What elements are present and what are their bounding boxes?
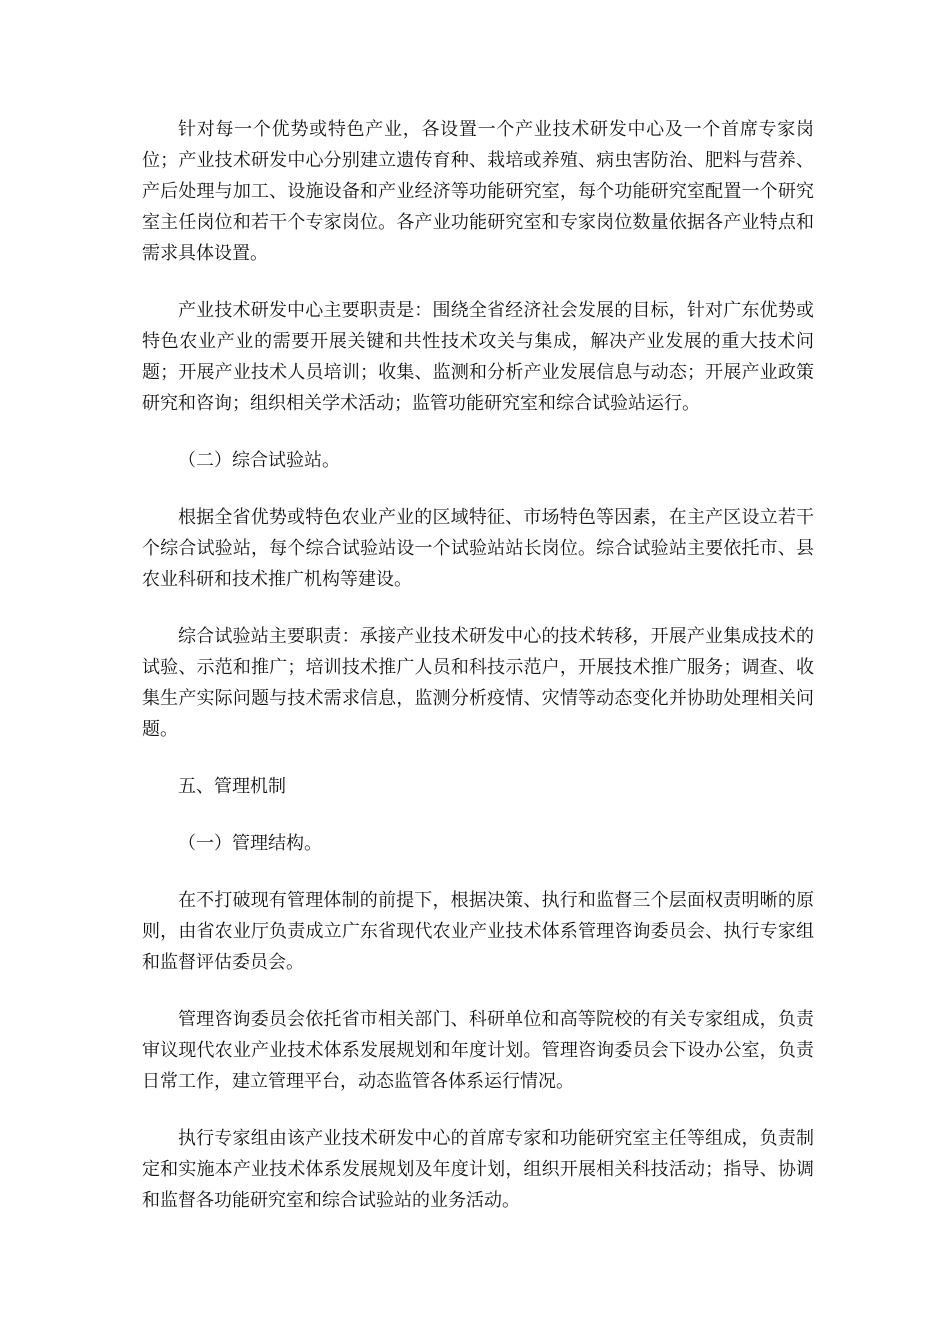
paragraph-station-duties: 综合试验站主要职责：承接产业技术研发中心的技术转移，开展产业集成技术的试验、示范和推广；培训技术推广人员和科技示范户，开展技术推广服务；调查、收集生产实际问题与技术需求信息，监测分析疫情、灾情等动态变化并协助处理相关问题。 xyxy=(142,626,814,740)
heading-comprehensive-station: （二）综合试验站。 xyxy=(178,450,340,471)
heading-management-mechanism: 五、管理机制 xyxy=(178,776,286,797)
paragraph-research-center-duties: 产业技术研发中心主要职责是：围绕全省经济社会发展的目标，针对广东优势或特色农业产业的需要开展关键和共性技术攻关与集成，解决产业发展的重大技术问题；开展产业技术人员培训；收集、监测和分析产业发展信息与动态；开展产业政策研究和咨询；组织相关学术活动；监管功能研究室和综合试验站运行。 xyxy=(142,300,814,414)
paragraph-station-setup: 根据全省优势或特色农业产业的区域特征、市场特色等因素，在主产区设立若干个综合试验站，每个综合试验站设一个试验站站长岗位。综合试验站主要依托市、县农业科研和技术推广机构等建设。 xyxy=(142,507,814,590)
paragraph-advisory-committee: 管理咨询委员会依托省市相关部门、科研单位和高等院校的有关专家组成，负责审议现代农业产业技术体系发展规划和年度计划。管理咨询委员会下设办公室，负责日常工作，建立管理平台，动态监管各体系运行情况。 xyxy=(142,1009,814,1092)
paragraph-management-principle: 在不打破现有管理体制的前提下，根据决策、执行和监督三个层面权责明晰的原则，由省农业厅负责成立广东省现代农业产业技术体系管理咨询委员会、执行专家组和监督评估委员会。 xyxy=(142,890,814,973)
document-body xyxy=(142,114,814,1242)
heading-management-structure: （一）管理结构。 xyxy=(178,833,322,854)
paragraph-executive-expert-group: 执行专家组由该产业技术研发中心的首席专家和功能研究室主任等组成，负责制定和实施本产业技术体系发展规划及年度计划，组织开展相关科技活动；指导、协调和监督各功能研究室和综合试验站的业务活动。 xyxy=(142,1128,814,1211)
paragraph-research-center-setup: 针对每一个优势或特色产业，各设置一个产业技术研发中心及一个首席专家岗位；产业技术研发中心分别建立遗传育种、栽培或养殖、病虫害防治、肥料与营养、产后处理与加工、设施设备和产业经济等功能研究室，每个功能研究室配置一个研究室主任岗位和若干个专家岗位。各产业功能研究室和专家岗位数量依据各产业特点和需求具体设置。 xyxy=(142,119,814,264)
